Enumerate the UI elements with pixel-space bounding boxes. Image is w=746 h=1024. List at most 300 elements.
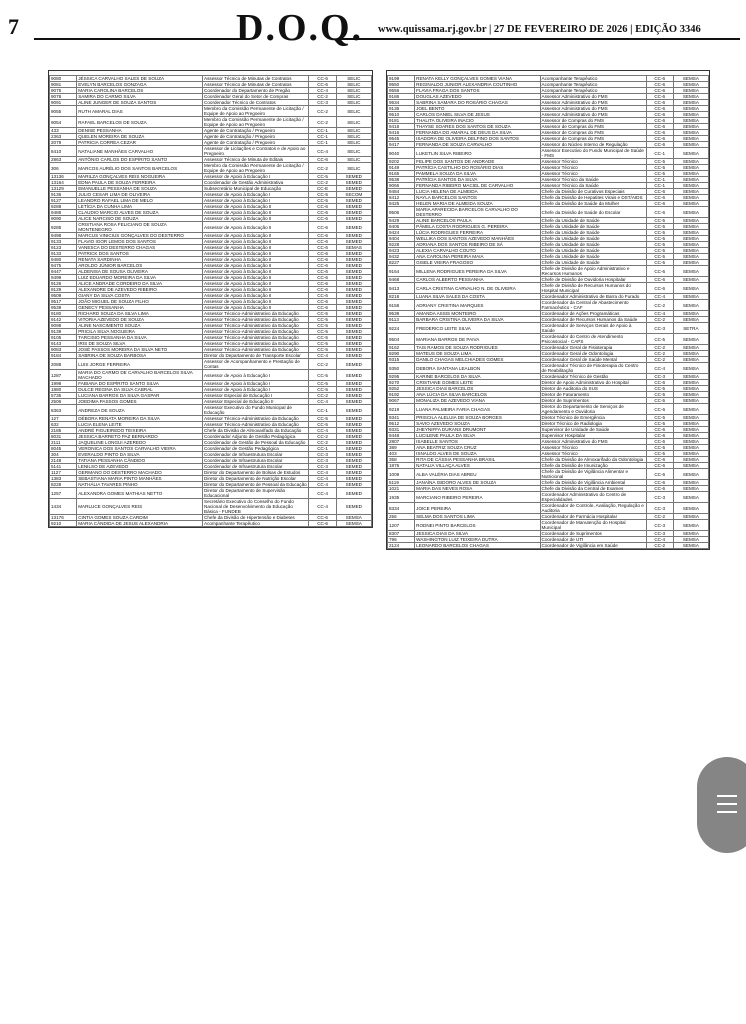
position-title: Assessor Técnico: [540, 165, 646, 171]
position-title: Membro da Comissão Permanente de Licitação / Equipe de Apoio ao Pregoeiro: [203, 117, 309, 128]
employee-id: 9080: [50, 76, 77, 82]
table-row: [388, 230, 709, 236]
table-row: [388, 207, 709, 218]
table-row: [388, 236, 709, 242]
position-title: Coordenador do Departamento de Pregão: [203, 88, 309, 94]
employee-name: PRISCILA ALELUIA DE SOUZA BORGES: [415, 415, 540, 421]
position-title: Chefe da Divisão de Curativos Especiais: [540, 189, 646, 195]
table-row: [50, 359, 372, 370]
position-grade: CC-5: [646, 248, 673, 254]
table-row: [388, 392, 709, 398]
position-grade: CC-5: [646, 242, 673, 248]
employee-id: 9075: [50, 88, 77, 94]
table-row: [50, 317, 372, 323]
employee-name: LUANA SILVA SALES DA COSTA: [415, 294, 540, 300]
table-row: [388, 439, 709, 445]
employee-id: 9181: [388, 118, 415, 124]
position-title: Assessor de Apoio à Educação II: [203, 239, 309, 245]
table-row: [388, 136, 709, 142]
employee-id: 9055: [50, 106, 77, 117]
page-number: 7: [8, 14, 19, 39]
position-grade: CC-3: [309, 458, 336, 464]
position-grade: CC-5: [309, 335, 336, 341]
position-grade: CC-1: [646, 148, 673, 159]
employee-name: ALICE NARCISO DE SOUZA: [77, 216, 203, 222]
position-grade: CC-6: [646, 142, 673, 148]
department-code: SEMED: [336, 359, 371, 370]
table-row: [50, 204, 372, 210]
employee-id: 1434: [50, 499, 77, 515]
position-grade: CC-5: [646, 171, 673, 177]
position-title: Assessor Técnico-Administrativo da Educação: [203, 422, 309, 428]
position-title: Assessor de Apoio à Educação II: [203, 204, 309, 210]
position-title: Chefe da Unidade de Saúde: [540, 236, 646, 242]
employee-id: 9133: [50, 251, 77, 257]
department-code: SELIC: [336, 163, 371, 174]
position-title: Coordenador de Controle, Avaliação, Regulação e Auditoria: [540, 503, 646, 514]
position-grade: CC-5: [309, 416, 336, 422]
employee-id: 9139: [50, 329, 77, 335]
position-title: Assessor Técnico: [540, 171, 646, 177]
employee-name: MARIA DAS NEVES ROSA: [415, 486, 540, 492]
table-row: [388, 142, 709, 148]
position-grade: CC-1: [646, 177, 673, 183]
position-grade: CC-6: [646, 404, 673, 415]
employee-id: 9423: [388, 248, 415, 254]
position-grade: CC-6: [646, 106, 673, 112]
position-title: Assessor Administrativo do FMS: [540, 100, 646, 106]
employee-id: 1009: [388, 469, 415, 480]
employee-name: ISABELLE SANTOS: [415, 439, 540, 445]
department-code: SEMSA: [673, 514, 708, 520]
employee-name: ALINE BARCELOS PAULA: [415, 218, 540, 224]
employee-name: ISNALDO ALVES DE SOUZA: [415, 451, 540, 457]
department-code: SEMSA: [673, 492, 708, 503]
employee-name: ADRIANY CRISTINA MARQUES: [415, 300, 540, 311]
department-code: SEMSA: [673, 207, 708, 218]
position-title: Chefe da Divisão de Saúde do Escolar: [540, 207, 646, 218]
table-row: [50, 222, 372, 233]
position-grade: CC-4: [309, 428, 336, 434]
table-row: [388, 177, 709, 183]
department-code: SEMSA: [673, 242, 708, 248]
employee-name: BARBARA CRISTINA OLIVEIRA DA SILVA: [415, 317, 540, 323]
employee-name: RENATA KELLY GONÇALVES GOMES VIANA: [415, 76, 540, 82]
position-title: Assessor de Apoio à Educação II: [203, 222, 309, 233]
employee-id: 1880: [50, 387, 77, 393]
department-code: SEMSA: [336, 521, 371, 527]
position-title: Assessor Administrativo do FMS: [540, 106, 646, 112]
table-row: [388, 248, 709, 254]
department-code: SEMED: [336, 335, 371, 341]
menu-fab-button[interactable]: [697, 757, 746, 853]
edition-number: EDIÇÃO 3346: [635, 24, 701, 35]
employee-id: 9331: [388, 427, 415, 433]
employee-id: 9126: [50, 281, 77, 287]
employee-id: 9517: [50, 299, 77, 305]
position-grade: CC-4: [309, 488, 336, 499]
position-title: Diretor do Departamento de Serviços de Agendamento e Ouvidoria: [540, 404, 646, 415]
employee-id: 9202: [388, 159, 415, 165]
employee-name: JOEDIMA PASSOS GOMES: [77, 399, 203, 405]
table-row: [388, 183, 709, 189]
department-code: SEMSA: [673, 183, 708, 189]
right-table-body: [388, 76, 709, 549]
employee-name: JULIO CESAR LIMA DE OLIVEIRA: [77, 192, 203, 198]
employee-name: FERNANDA DE SOUZA CARVALHO: [415, 142, 540, 148]
employee-id: 13164: [50, 180, 77, 186]
table-row: [388, 334, 709, 345]
department-code: SELIC: [336, 140, 371, 146]
table-row: [388, 427, 709, 433]
table-row: [388, 380, 709, 386]
employee-id: 256: [388, 514, 415, 520]
position-title: Assessor de Apoio à Educação II: [203, 257, 309, 263]
position-title: Assessor Técnico-Administrativo da Educação: [203, 317, 309, 323]
employee-name: JAQUELINE LONGUI AZEREDO: [77, 440, 203, 446]
employee-name: ALEXANDRE DE AZEVEDO RIBEIRO: [77, 287, 203, 293]
employee-id: 8410: [50, 146, 77, 157]
employee-id: 9285: [50, 222, 77, 233]
table-row: [388, 118, 709, 124]
employee-id: 9416: [388, 130, 415, 136]
employee-name: AROLDO JÚNIOR BARCELOS: [77, 263, 203, 269]
menu-icon: [717, 795, 737, 797]
employee-name: JOÃO MIGUEL DE SOUZA FILHO: [77, 299, 203, 305]
position-title: Assessor de Apoio à Educação II: [203, 275, 309, 281]
position-grade: CC-6: [309, 275, 336, 281]
department-code: SEMSA: [673, 248, 708, 254]
employee-id: 2079: [50, 140, 77, 146]
employee-id: 9315: [388, 357, 415, 363]
position-grade: CC-5: [309, 347, 336, 353]
position-grade: CC-6: [646, 100, 673, 106]
employee-name: MARILZA GONÇALVES REIS NOGUEIRA: [77, 174, 203, 180]
employee-id: 2185: [50, 428, 77, 434]
department-code: SEMSA: [673, 236, 708, 242]
header-rule-right: [340, 38, 740, 40]
position-title: Chefe da Unidade de Saúde: [540, 218, 646, 224]
position-grade: CC-1: [309, 140, 336, 146]
table-row: [50, 305, 372, 311]
department-code: SEMED: [336, 387, 371, 393]
position-title: Assessor Administrativo do FMS: [540, 439, 646, 445]
position-grade: CC-6: [646, 130, 673, 136]
table-row: [50, 387, 372, 393]
position-title: Chefe da Unidade de Saúde: [540, 260, 646, 266]
position-grade: CC-6: [309, 245, 336, 251]
department-code: SEMED: [336, 482, 371, 488]
employee-id: 9538: [388, 177, 415, 183]
employee-id: 9509: [50, 293, 77, 299]
employee-id: 2363: [50, 134, 77, 140]
position-title: Diretor de Faturamento: [540, 392, 646, 398]
table-row: [50, 341, 372, 347]
employee-name: QUELEN MOREIRA DE SOUZA: [77, 134, 203, 140]
table-row: [388, 112, 709, 118]
employee-id: 1127: [50, 470, 77, 476]
position-grade: CC-6: [646, 118, 673, 124]
table-row: [50, 446, 372, 452]
position-grade: CC-6: [309, 204, 336, 210]
department-code: SEMED: [336, 311, 371, 317]
position-grade: CC-6: [309, 222, 336, 233]
employee-id: 8412: [388, 195, 415, 201]
position-grade: CC-6: [309, 210, 336, 216]
table-row: [388, 503, 709, 514]
department-code: SEMSA: [673, 136, 708, 142]
employee-name: JESSICA DIAS BARCELOS: [415, 386, 540, 392]
employee-name: LÚCIA RODRIGUES FERREIRA: [415, 230, 540, 236]
employee-id: 9484: [388, 189, 415, 195]
position-title: Chefe da Divisão de Vigilância Ambiental: [540, 480, 646, 486]
department-code: SEMED: [336, 464, 371, 470]
employee-name: LUCILENE PAULA DA SILVA: [415, 433, 540, 439]
position-title: Secretário Executivo do Conselho do Fundo Nacional de Desenvolvimento da Educação Básica - FUNDEB: [203, 499, 309, 515]
department-code: SEMED: [336, 293, 371, 299]
department-code: SEMSA: [673, 177, 708, 183]
employee-name: NATALIANE MANHÃES CARVALHO: [77, 146, 203, 157]
position-title: Chefe da Divisão de Almoxarifado da Educação: [203, 428, 309, 434]
position-grade: CC-2: [646, 543, 673, 549]
table-row: [388, 480, 709, 486]
table-row: [50, 452, 372, 458]
employee-name: LUIS JORGE FERREIRA: [77, 359, 203, 370]
employee-name: MARIANA BARROS DE PAIVA: [415, 334, 540, 345]
department-code: SEMSA: [673, 300, 708, 311]
table-row: [388, 171, 709, 177]
position-grade: CC-6: [646, 433, 673, 439]
position-grade: CC-2: [309, 163, 336, 174]
position-grade: CC-6: [309, 269, 336, 275]
site-url[interactable]: www.quissama.rj.gov.br: [378, 24, 487, 35]
position-title: Agente de Contratação / Pregoeiro: [203, 140, 309, 146]
table-row: [388, 82, 709, 88]
table-row: [388, 88, 709, 94]
employee-name: SABRINA SAMARA DO ROSÁRIO CHAGAS: [415, 100, 540, 106]
department-code: SEMED: [336, 347, 371, 353]
header-rule-left: [34, 38, 242, 40]
employee-id: 9129: [50, 287, 77, 293]
position-title: Diretor Técnico de Emergência: [540, 415, 646, 421]
position-grade: CC-5: [309, 311, 336, 317]
position-title: Assessor de Apoio à Educação I: [203, 370, 309, 381]
position-grade: CC-3: [646, 374, 673, 380]
table-row: [50, 434, 372, 440]
table-row: [50, 399, 372, 405]
employee-id: 9123: [50, 245, 77, 251]
position-grade: CC-5: [646, 224, 673, 230]
position-title: Assessor do Núcleo Interno de Regulação: [540, 142, 646, 148]
position-grade: CC-6: [309, 299, 336, 305]
employee-name: PATRÍCIA SANTOS DA SILVA: [415, 177, 540, 183]
position-title: Chefe de Divisão de Ouvidoria Hospitalar: [540, 277, 646, 283]
position-title: Assessor Técnico-Administrativo da Educação: [203, 416, 309, 422]
table-row: [50, 476, 372, 482]
table-row: [388, 463, 709, 469]
position-grade: CC-6: [646, 94, 673, 100]
employee-name: JANAÍNA ISIDORO ALVES DE SOUZA: [415, 480, 540, 486]
position-grade: CC-4: [309, 482, 336, 488]
department-code: SEMED: [336, 251, 371, 257]
employee-name: TARCISIO PESSANHA DA SILVA: [77, 335, 203, 341]
table-row: [50, 393, 372, 399]
department-code: SEMSA: [673, 520, 708, 531]
employee-id: 9083: [50, 347, 77, 353]
department-code: SEMSA: [673, 260, 708, 266]
position-grade: CC-6: [646, 283, 673, 294]
table-row: [388, 543, 709, 549]
position-title: Acompanhante Terapêutico: [540, 88, 646, 94]
employee-id: 9350: [388, 363, 415, 374]
employee-id: 9136: [388, 106, 415, 112]
department-code: SEMED: [336, 446, 371, 452]
employee-id: 9486: [50, 210, 77, 216]
position-title: Coordenador de Infraestrutura Escolar: [203, 458, 309, 464]
position-title: Acompanhante Terapêutico: [540, 82, 646, 88]
department-code: SEMSA: [673, 445, 708, 451]
position-grade: CC-5: [309, 381, 336, 387]
employee-name: LEONARDO BARCELOS CHAGAS: [415, 543, 540, 549]
position-title: Coordenador Adjunto de Gestão Pedagógica: [203, 434, 309, 440]
department-code: SEMSA: [673, 124, 708, 130]
table-row: [388, 254, 709, 260]
employee-id: 2148: [50, 458, 77, 464]
employee-name: DENISE PESSANHA: [77, 128, 203, 134]
table-row: [388, 457, 709, 463]
table-row: [388, 514, 709, 520]
position-title: Assessor de Apoio à Educação II: [203, 263, 309, 269]
department-code: SEMSA: [673, 82, 708, 88]
employee-name: ANA LÚCIA DA SILVA BARCELOS: [415, 392, 540, 398]
position-title: Membro da Comissão Permanente de Licitação / Equipe de Apoio ao Pregoeiro: [203, 106, 309, 117]
position-title: Coordenador de UTI: [540, 537, 646, 543]
position-title: Coordenador Geral de Saúde Mental: [540, 357, 646, 363]
position-grade: CC-1: [309, 405, 336, 416]
position-title: Assessor de Acompanhamento e Prestação de Contas: [203, 359, 309, 370]
table-row: [50, 381, 372, 387]
position-grade: CC-5: [646, 451, 673, 457]
position-grade: CC-2: [309, 106, 336, 117]
employee-name: DULCE REGINA DA SILVA CABRAL: [77, 387, 203, 393]
employee-id: 9184: [50, 353, 77, 359]
department-code: SEMSA: [673, 433, 708, 439]
position-title: Assessor de Apoio à Educação II: [203, 269, 309, 275]
position-title: Assessor de Apoio à Educação II: [203, 245, 309, 251]
table-row: [50, 198, 372, 204]
department-code: SEMSA: [673, 189, 708, 195]
position-grade: CC-2: [646, 300, 673, 311]
position-grade: CC-4: [309, 470, 336, 476]
position-grade: CC-6: [309, 293, 336, 299]
department-code: SELIC: [336, 82, 371, 88]
position-grade: CC-5: [646, 398, 673, 404]
department-code: SEMSA: [673, 457, 708, 463]
employee-id: 1876: [388, 463, 415, 469]
position-title: Coordenador Administrativo de Barra do Furado: [540, 294, 646, 300]
position-grade: CC-6: [309, 82, 336, 88]
department-code: SEMED: [336, 216, 371, 222]
position-title: Coordenador de Farmácia Hospitalar: [540, 514, 646, 520]
employee-name: LENILSO DE AZEVEDO: [77, 464, 203, 470]
employee-id: 9270: [388, 380, 415, 386]
table-row: [388, 124, 709, 130]
employee-name: GISELE VIEIRA FRAGOSO: [415, 260, 540, 266]
position-title: Coordenador do Centro de Atendimento Psicossocial - CAPS: [540, 334, 646, 345]
position-grade: CC-6: [646, 207, 673, 218]
department-code: SEMSA: [673, 230, 708, 236]
employee-name: SAMIRA DO CARMO SILVA: [77, 94, 203, 100]
position-title: Assessor Administrativo do FMS: [540, 112, 646, 118]
position-title: Assessor Executivo do Fundo Municipal de Saúde - FMS: [540, 148, 646, 159]
table-row: [50, 186, 372, 192]
department-code: SEMED: [336, 399, 371, 405]
table-row: [50, 106, 372, 117]
department-code: SEMED: [336, 422, 371, 428]
table-row: [50, 281, 372, 287]
table-row: [388, 351, 709, 357]
department-code: SEMSA: [673, 380, 708, 386]
table-row: [388, 106, 709, 112]
position-title: Coordenador de Manutenção do Hospital Municipal: [540, 520, 646, 531]
department-code: SETRA: [673, 323, 708, 334]
employee-id: 1021: [388, 486, 415, 492]
position-title: Assessor de Apoio à Educação II: [203, 293, 309, 299]
employee-name: SABRINA DE SOUZA BARBOSA: [77, 353, 203, 359]
employee-name: JÉSSICA CARVALHO SALES DE SOUZA: [77, 76, 203, 82]
department-code: SEMED: [336, 204, 371, 210]
department-code: SEMED: [336, 305, 371, 311]
employee-id: 632: [50, 422, 77, 428]
department-code: SEMSA: [673, 480, 708, 486]
employee-name: MATEUS DE SOUZA LIMA: [415, 351, 540, 357]
position-grade: CC-4: [309, 499, 336, 515]
position-grade: CC-4: [309, 399, 336, 405]
employee-name: VERONICA DOS SANTOS CARVALHO VIEIRA: [77, 446, 203, 452]
position-grade: CC-5: [646, 386, 673, 392]
department-code: SEMSA: [673, 201, 708, 207]
position-title: Chefe da Divisão de Imunização: [540, 463, 646, 469]
employee-id: 9133: [50, 239, 77, 245]
employee-name: MONALIZA DE AZEVEDO VIANA: [415, 398, 540, 404]
employee-id: 9081: [50, 82, 77, 88]
table-row: [50, 192, 372, 198]
position-grade: CC-6: [646, 469, 673, 480]
employee-name: MARCOS AURÉLIO DOS SANTOS BARCELOS: [77, 163, 203, 174]
position-grade: CC-6: [646, 124, 673, 130]
position-title: Assessor de Apoio à Educação II: [203, 299, 309, 305]
employee-id: 796: [388, 537, 415, 543]
employee-name: MILLENA RODRIGUES PEREIRA DA SILVA: [415, 266, 540, 277]
table-row: [50, 499, 372, 515]
position-title: Assessor Técnico-Administrativo da Educação: [203, 335, 309, 341]
position-grade: CC-6: [646, 112, 673, 118]
employee-id: 9290: [388, 351, 415, 357]
department-code: SEMSA: [673, 421, 708, 427]
department-code: SEMED: [336, 287, 371, 293]
position-grade: CC-6: [309, 76, 336, 82]
employee-id: 127: [50, 416, 77, 422]
department-code: SEMED: [336, 174, 371, 180]
position-title: Subsecretário Municipal de Educação: [203, 186, 309, 192]
employee-name: FELIPE DOS SANTOS DE ANDRADE: [415, 159, 540, 165]
table-row: [50, 347, 372, 353]
table-row: [388, 445, 709, 451]
position-title: Assessor de Apoio à Educação II: [203, 210, 309, 216]
position-grade: CC-6: [646, 195, 673, 201]
employee-name: TAIS RAMOS DE SOUZA RODRIGUES: [415, 345, 540, 351]
table-row: [50, 275, 372, 281]
